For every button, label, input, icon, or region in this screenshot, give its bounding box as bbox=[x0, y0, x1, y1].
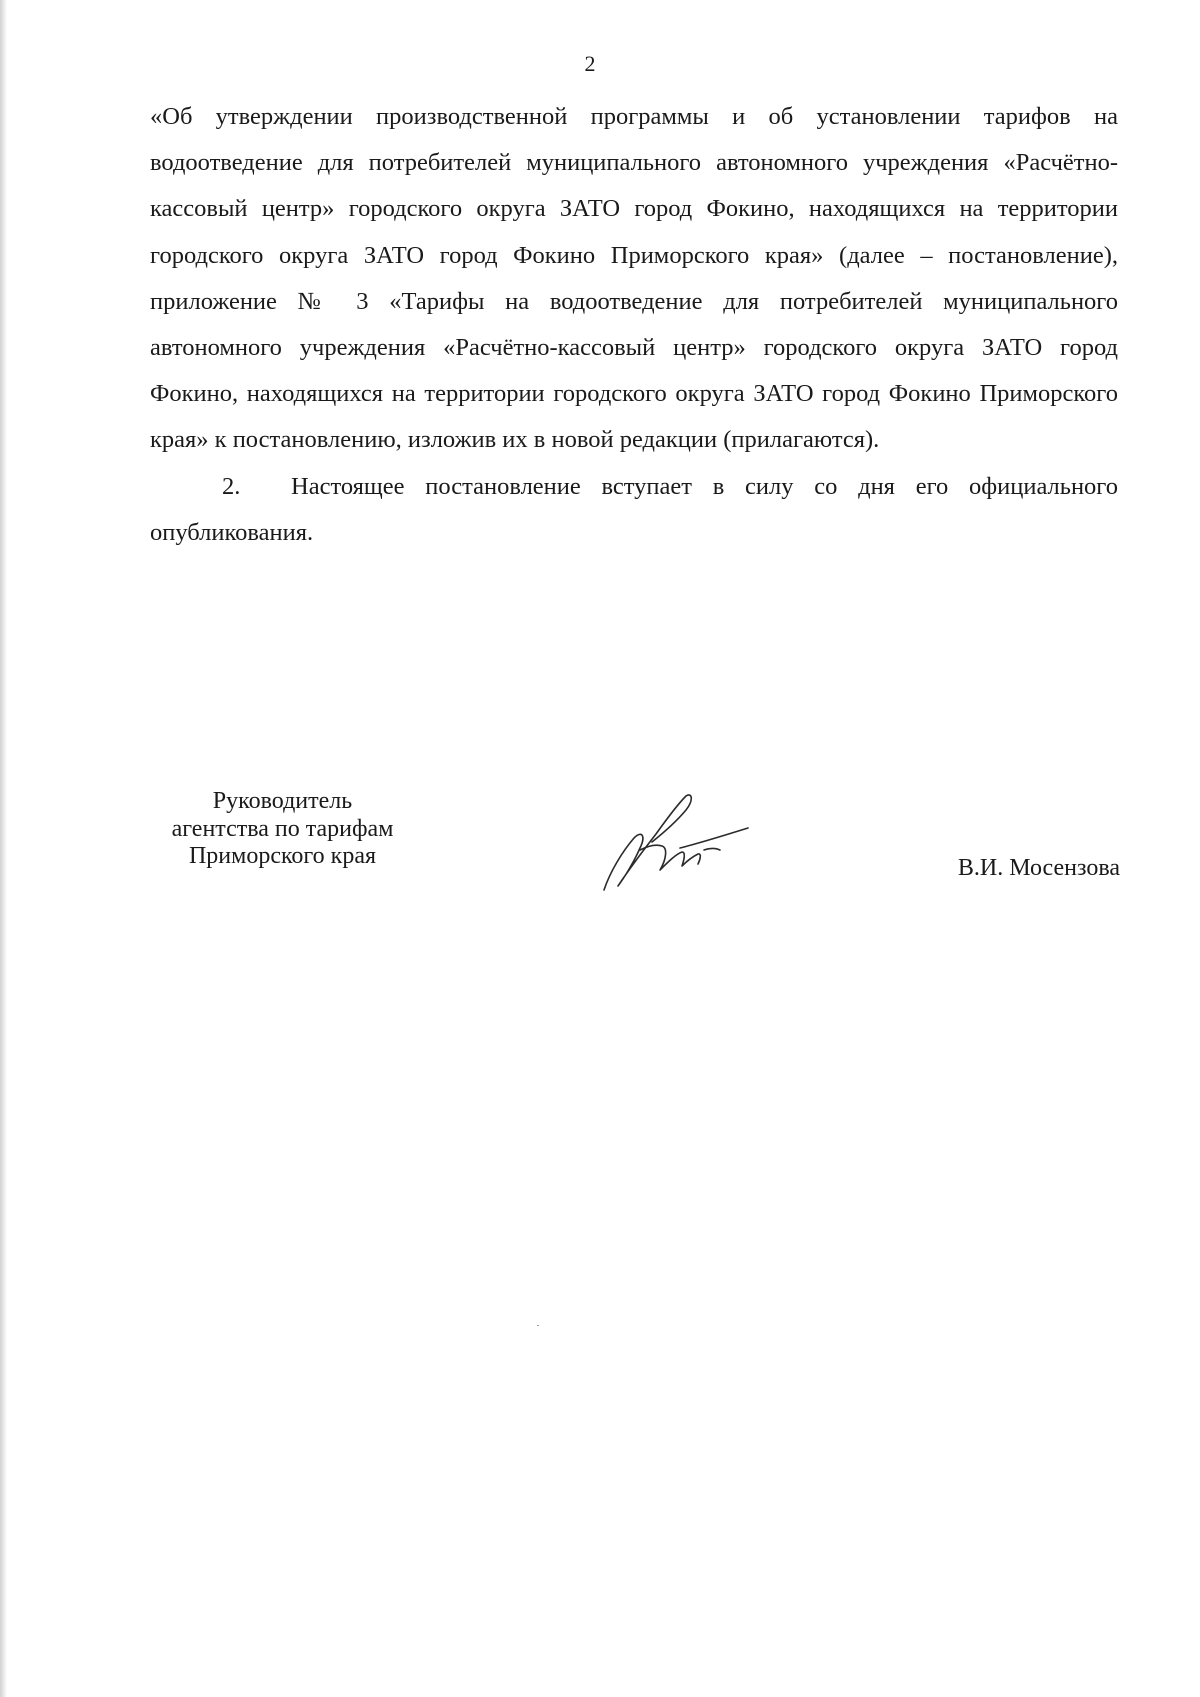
signature-stroke bbox=[680, 828, 748, 848]
paragraph-2 bbox=[150, 464, 1118, 556]
handwritten-signature-icon bbox=[596, 790, 756, 900]
signatory-position-line: Приморского края bbox=[188, 843, 377, 869]
signatory-position-line: агентства по тарифам bbox=[171, 815, 394, 842]
signature-stroke bbox=[604, 795, 691, 890]
paragraph-2-number: 2. bbox=[222, 472, 241, 500]
signatory-position bbox=[150, 788, 415, 871]
scan-edge-shadow bbox=[0, 0, 7, 1697]
page-number: 2 bbox=[584, 51, 596, 76]
signer-name: В.И. Мосензова bbox=[957, 855, 1120, 881]
signatory-position-line: Руководитель bbox=[212, 788, 353, 814]
signature-stroke bbox=[640, 845, 700, 870]
paragraph-continuation: «Об утверждении производственной программы и об установлении тарифов на водоотведение для потребителей муниципального автономного учреждения «Расчётно-кассовый центр» городского округа ЗАТО город Фокино, находящихся на территории городского округа ЗАТО город Фокино Приморского края» (далее – постановление), приложение № 3 «Тарифы на водоотведение для потребителей муниципального автономного учреждения «Расчётно-кассовый центр» городского округа ЗАТО город Фокино, находящихся на территории городского округа ЗАТО город Фокино Приморского края» к постановлению, изложив их в новой редакции (прилагаются). bbox=[150, 103, 1118, 454]
scan-speck bbox=[537, 1325, 539, 1326]
signature-stroke bbox=[704, 849, 720, 851]
document-body bbox=[150, 94, 1118, 556]
paragraph-2-text: Настоящее постановление вступает в силу со дня его официального опубликования. bbox=[150, 472, 1118, 546]
